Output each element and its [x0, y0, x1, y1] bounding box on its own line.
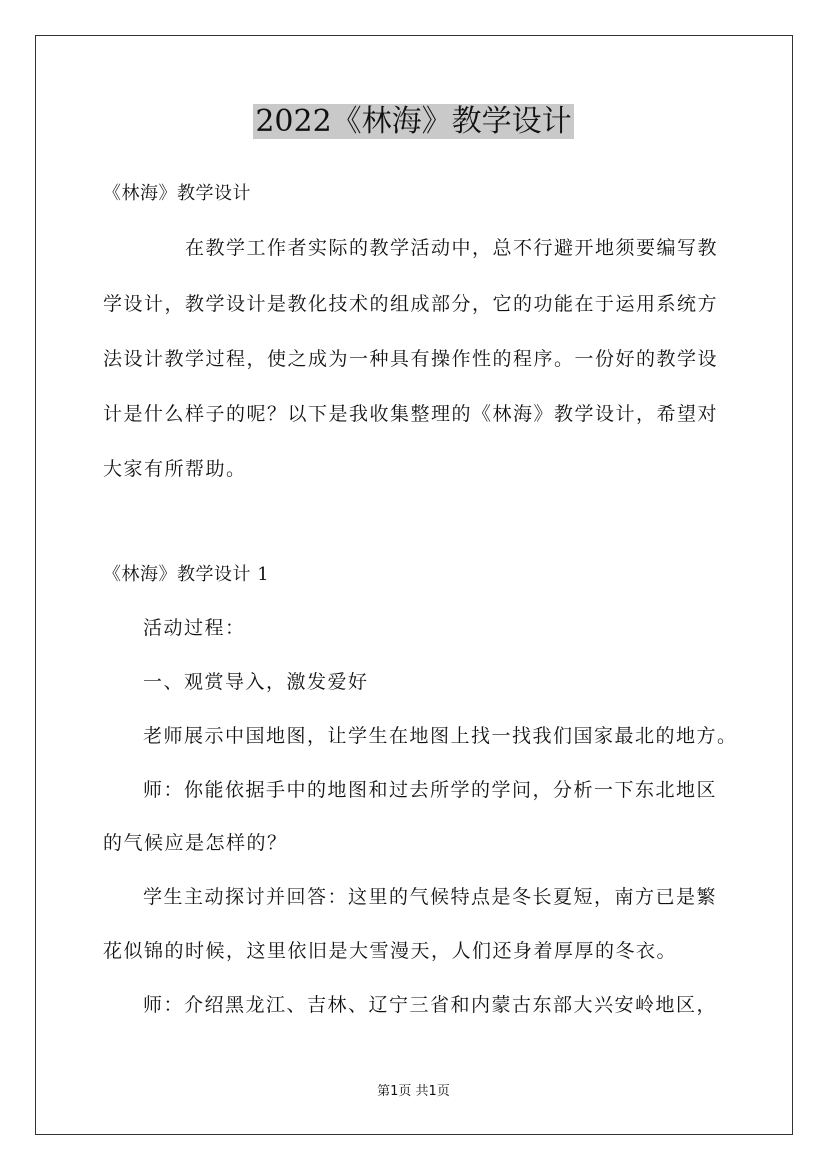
- body-line: 师：你能依据手中的地图和过去所学的学问，分析一下东北地区: [143, 779, 718, 801]
- body-line: 一、观赏导入，激发爱好: [143, 671, 369, 693]
- intro-line: 大家有所帮助。: [103, 458, 247, 480]
- intro-line: 计是什么样子的呢？以下是我收集整理的《林海》教学设计，希望对: [103, 403, 719, 425]
- section-heading: 《林海》教学设计 1: [103, 564, 270, 585]
- document-title: [0, 100, 827, 144]
- intro-line: 在教学工作者实际的教学活动中，总不行避开地须要编写教: [185, 237, 719, 259]
- document-subtitle: 《林海》教学设计: [103, 183, 251, 204]
- intro-line: 学设计，教学设计是教化技术的组成部分，它的功能在于运用系统方: [103, 293, 719, 315]
- body-line: 的气候应是怎样的？: [103, 832, 288, 854]
- page-footer: 第1页 共1页: [377, 1084, 450, 1099]
- intro-line: 法设计教学过程，使之成为一种具有操作性的程序。一份好的教学设: [103, 348, 719, 370]
- body-line: 师：介绍黑龙江、吉林、辽宁三省和内蒙古东部大兴安岭地区，: [143, 994, 718, 1016]
- body-line: 活动过程：: [143, 617, 246, 639]
- body-line: 老师展示中国地图，让学生在地图上找一找我们国家最北的地方。: [143, 725, 738, 747]
- body-line: 花似锦的时候，这里依旧是大雪漫天，人们还身着厚厚的冬衣。: [103, 940, 678, 962]
- document-title-text: 2022《林海》教学设计: [255, 104, 572, 139]
- body-line: 学生主动探讨并回答：这里的气候特点是冬长夏短，南方已是繁: [143, 886, 718, 908]
